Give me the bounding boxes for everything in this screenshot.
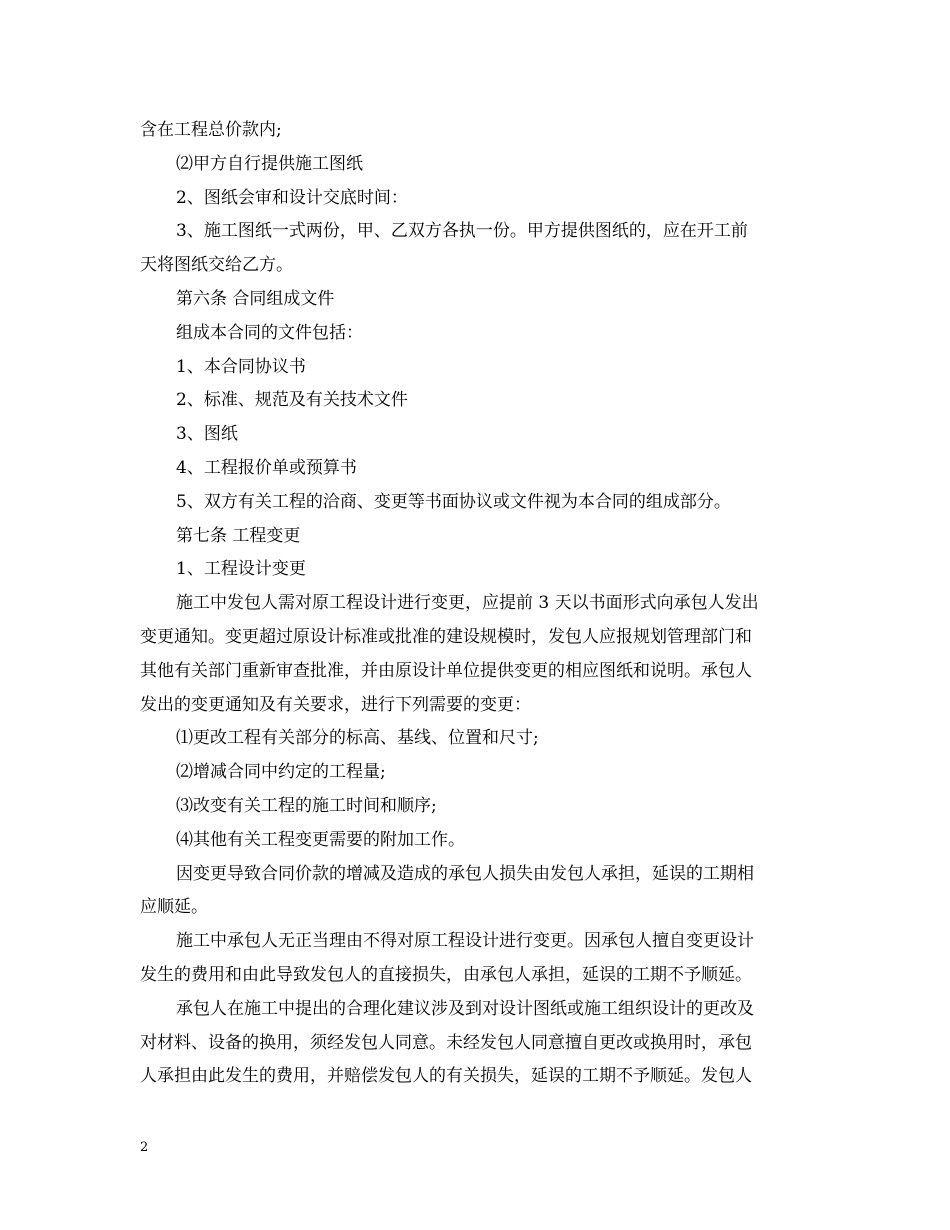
text-line: 2、标准、规范及有关技术文件 [176, 390, 408, 411]
text-line: 第六条 合同组成文件 [176, 288, 335, 309]
text-line: 3、施工图纸一式两份，甲、乙双方各执一份。甲方提供图纸的，应在开工前 [176, 221, 748, 242]
text-line: ⑵甲方自行提供施工图纸 [176, 153, 363, 174]
text-line: 发生的费用和由此导致发包人的直接损失，由承包人承担，延误的工期不予顺延。 [140, 964, 752, 985]
text-line: 3、图纸 [176, 424, 238, 445]
text-line: 施工中发包人需对原工程设计进行变更，应提前 3 天以书面形式向承包人发出 [176, 593, 759, 614]
text-line: 对材料、设备的换用，须经发包人同意。未经发包人同意擅自更改或换用时，承包 [140, 1032, 752, 1053]
text-line: 1、本合同协议书 [176, 356, 306, 377]
document-body [140, 114, 812, 1094]
text-line: 含在工程总价款内; [140, 120, 282, 140]
text-line: 其他有关部门重新审查批准，并由原设计单位提供变更的相应图纸和说明。承包人 [140, 660, 752, 681]
text-line: 组成本合同的文件包括： [176, 322, 363, 343]
text-line: 4、工程报价单或预算书 [176, 457, 357, 478]
text-line: ⑵增减合同中约定的工程量; [176, 762, 386, 783]
text-line: 1、工程设计变更 [176, 559, 306, 580]
page-number: 2 [140, 1140, 149, 1155]
text-line: 2、图纸会审和设计交底时间： [176, 187, 408, 208]
text-line: 天将图纸交给乙方。 [140, 255, 293, 276]
text-line: 因变更导致合同价款的增减及造成的承包人损失由发包人承担，延误的工期相 [176, 863, 754, 884]
text-line: 5、双方有关工程的洽商、变更等书面协议或文件视为本合同的组成部分。 [176, 491, 731, 512]
text-line: ⑴更改工程有关部分的标高、基线、位置和尺寸; [176, 728, 539, 749]
text-line: 第七条 工程变更 [176, 525, 301, 546]
text-line: 承包人在施工中提出的合理化建议涉及到对设计图纸或施工组织设计的更改及 [176, 998, 754, 1019]
text-line: 施工中承包人无正当理由不得对原工程设计进行变更。因承包人擅自变更设计 [176, 931, 754, 952]
text-line: 人承担由此发生的费用，并赔偿发包人的有关损失，延误的工期不予顺延。发包人 [140, 1066, 752, 1087]
text-line: 变更通知。变更超过原设计标准或批准的建设规模时，发包人应报规划管理部门和 [140, 626, 752, 647]
text-line: 发出的变更通知及有关要求，进行下列需要的变更： [140, 694, 531, 715]
text-line: 应顺延。 [140, 897, 208, 918]
text-line: ⑶改变有关工程的施工时间和顺序; [176, 795, 437, 816]
text-line: ⑷其他有关工程变更需要的附加工作。 [176, 829, 465, 850]
